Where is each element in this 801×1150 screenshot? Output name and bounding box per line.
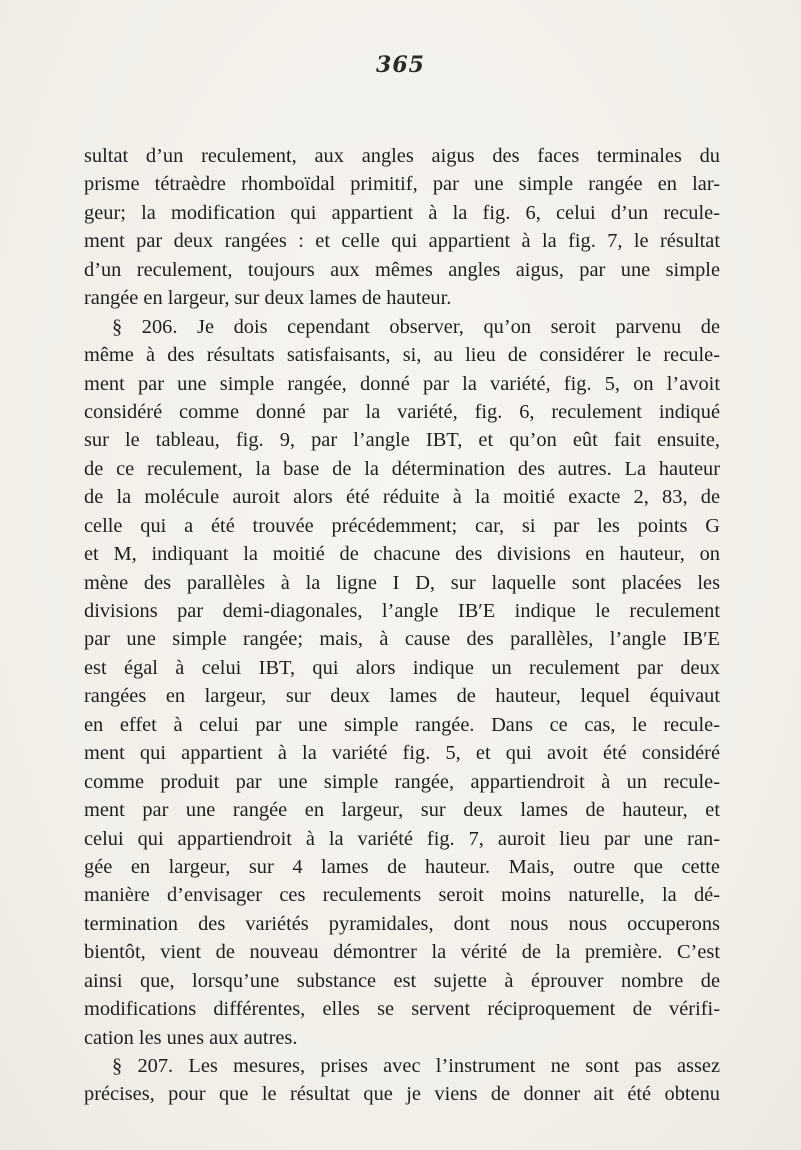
text-line: rangée en largeur, sur deux lames de hauteur. — [84, 287, 452, 310]
text-line: celle qui a été trouvée précédemment; car, si par les points G — [84, 514, 720, 537]
body-text — [84, 142, 720, 1109]
text-line: d’un reculement, toujours aux mêmes angles aigus, par une simple — [84, 258, 720, 281]
text-line: mène des parallèles à la ligne I D, sur laquelle sont placées les — [84, 571, 720, 594]
text-line: ment par une rangée en largeur, sur deux lames de hauteur, et — [84, 799, 720, 822]
text-line: en effet à celui par une simple rangée. Dans ce cas, le recule- — [84, 713, 720, 736]
text-line: § 206. Je dois cependant observer, qu’on seroit parvenu de — [112, 315, 720, 338]
text-line: de la molécule auroit alors été réduite à la moitié exacte 2, 83, de — [84, 486, 720, 509]
text-line: et M, indiquant la moitié de chacune des divisions en hauteur, on — [84, 543, 720, 566]
text-line: est égal à celui IBT, qui alors indique un reculement par deux — [84, 656, 720, 679]
page-number: 365 — [376, 52, 425, 78]
text-line: de ce reculement, la base de la détermination des autres. La hauteur — [84, 457, 720, 480]
text-line: ainsi que, lorsqu’une substance est sujette à éprouver nombre de — [84, 969, 720, 992]
text-line: ment qui appartient à la variété fig. 5, et qui avoit été considéré — [84, 742, 720, 765]
text-line: manière d’envisager ces reculements seroit moins naturelle, la dé- — [84, 884, 720, 907]
text-line: gée en largeur, sur 4 lames de hauteur. Mais, outre que cette — [84, 855, 720, 878]
text-line: précises, pour que le résultat que je viens de donner ait été obtenu — [84, 1083, 720, 1106]
text-line: sultat d’un reculement, aux angles aigus des faces terminales du — [84, 145, 720, 167]
text-line: ment par une simple rangée, donné par la variété, fig. 5, on l’avoit — [84, 372, 720, 395]
text-line: cation les unes aux autres. — [84, 1026, 298, 1049]
text-line: prisme tétraèdre rhomboïdal primitif, par une simple rangée en lar- — [84, 173, 720, 196]
text-line: comme produit par une simple rangée, appartiendroit à un recule- — [84, 770, 720, 793]
text-line: bientôt, vient de nouveau démontrer la vérité de la première. C’est — [84, 941, 720, 964]
text-line: même à des résultats satisfaisants, si, au lieu de considérer le recule- — [84, 344, 720, 367]
text-line: considéré comme donné par la variété, fig. 6, reculement indiqué — [84, 400, 720, 423]
text-line: rangées en largeur, sur deux lames de hauteur, lequel équivaut — [84, 685, 720, 708]
text-line: ment par deux rangées : et celle qui appartient à la fig. 7, le résultat — [84, 230, 720, 253]
text-line: § 207. Les mesures, prises avec l’instrument ne sont pas assez — [112, 1055, 720, 1077]
text-line: par une simple rangée; mais, à cause des parallèles, l’angle IB′E — [84, 628, 720, 651]
text-line: celui qui appartiendroit à la variété fig. 7, auroit lieu par une ran- — [84, 827, 720, 850]
text-line: termination des variétés pyramidales, dont nous nous occuperons — [84, 912, 720, 935]
text-line: divisions par demi-diagonales, l’angle IB′E indique le reculement — [84, 600, 720, 622]
text-line: modifications différentes, elles se servent réciproquement de vérifi- — [84, 998, 720, 1021]
text-line: geur; la modification qui appartient à la fig. 6, celui d’un recule- — [84, 201, 720, 224]
text-line: sur le tableau, fig. 9, par l’angle IBT, et qu’on eût fait ensuite, — [84, 429, 720, 452]
